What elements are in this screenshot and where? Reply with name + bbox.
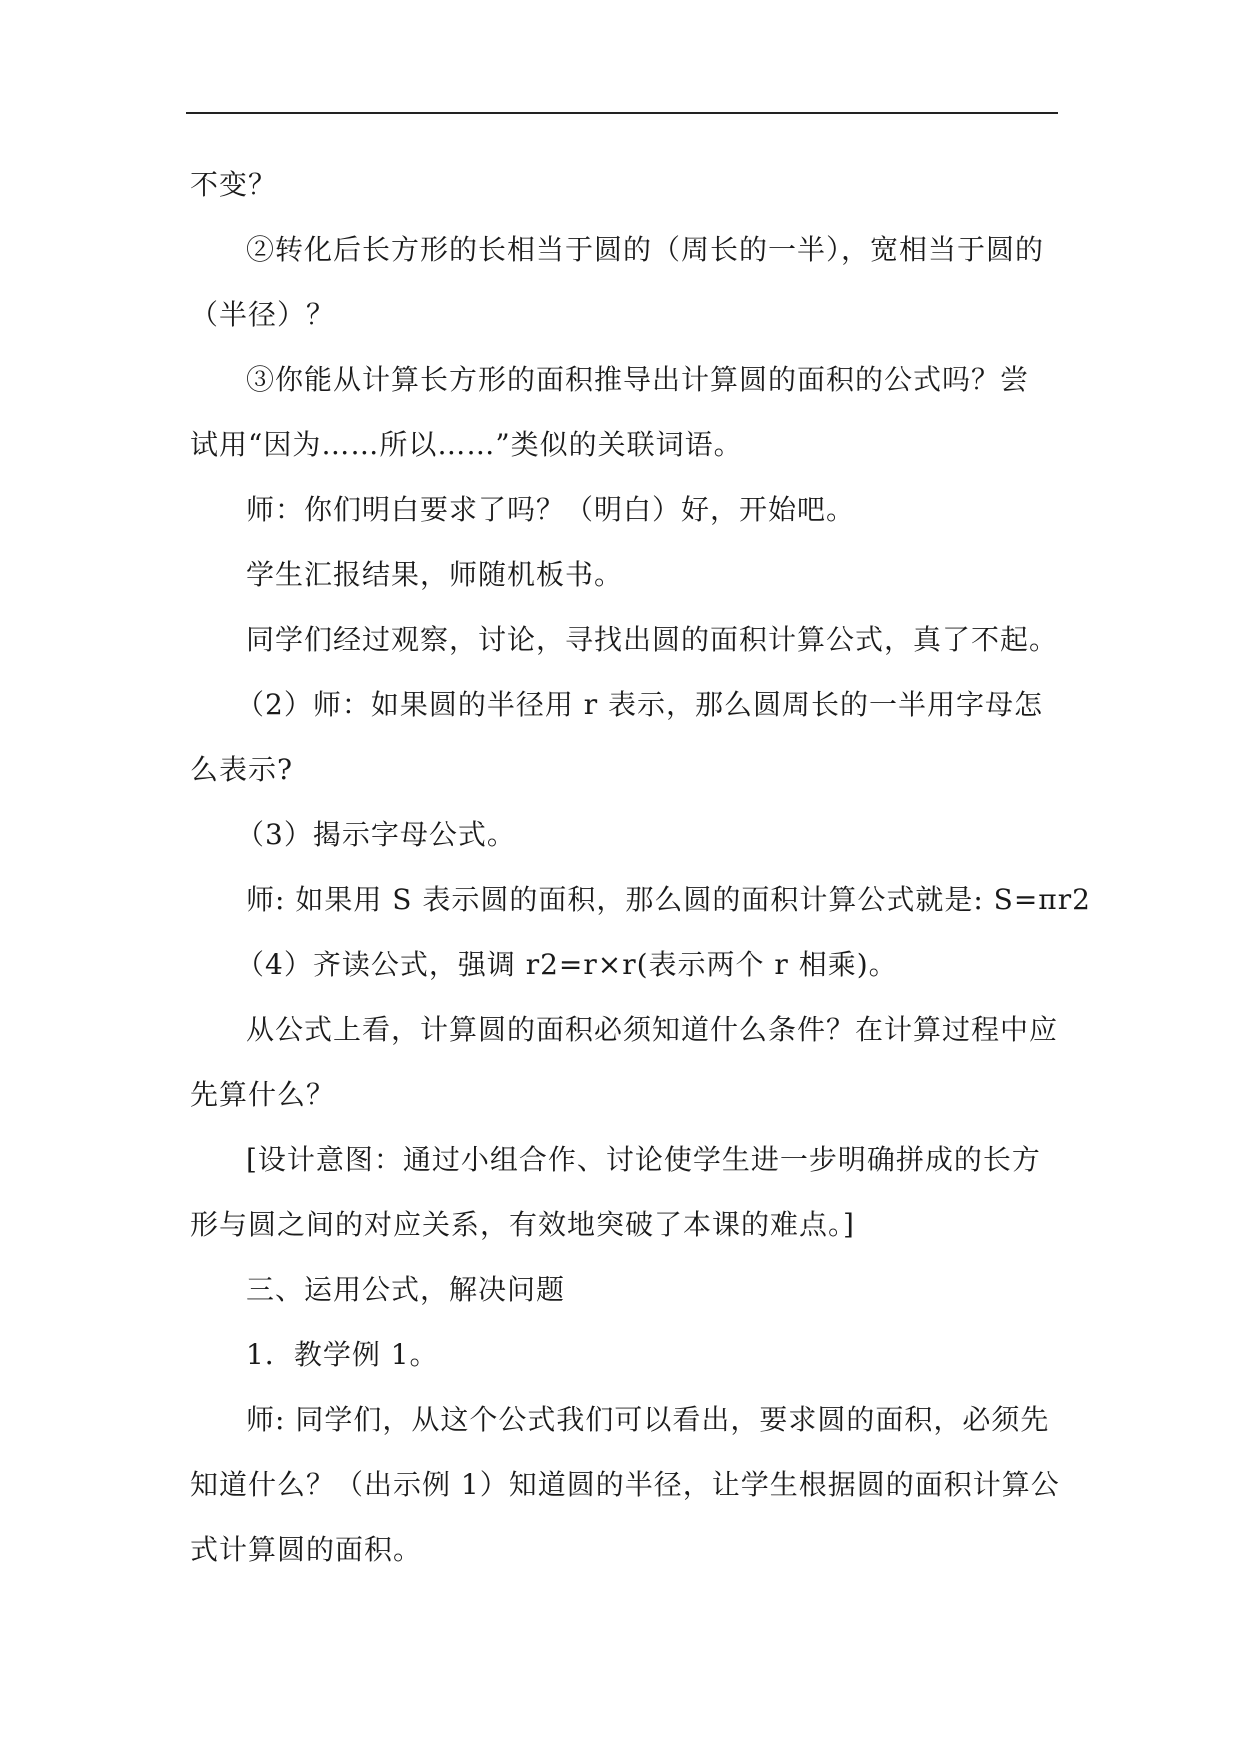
paragraph-line: （4）齐读公式，强调 r2=r×r(表示两个 r 相乘)。 [236,948,898,981]
paragraph-line: （2）师：如果圆的半径用 r 表示，那么圆周长的一半用字母怎 [236,688,1044,721]
paragraph-line: 师: 同学们，从这个公式我们可以看出，要求圆的面积，必须先 [246,1403,1050,1436]
paragraph-line: 式计算圆的面积。 [190,1533,423,1566]
paragraph-line: 同学们经过观察，讨论，寻找出圆的面积计算公式，真了不起。 [246,623,1059,656]
paragraph-line: ③你能从计算长方形的面积推导出计算圆的面积的公式吗？尝 [246,363,1030,396]
paragraph-line: 学生汇报结果，师随机板书。 [246,558,624,591]
paragraph-line: 么表示? [190,753,294,786]
header-rule [186,112,1058,114]
formula-line: 师: 如果用 S 表示圆的面积，那么圆的面积计算公式就是: S=πr2 [246,883,1091,916]
paragraph-line: （3）揭示字母公式。 [236,818,516,851]
document-body [190,152,1091,1582]
design-intent-line: 形与圆之间的对应关系，有效地突破了本课的难点。] [190,1208,855,1241]
paragraph-line: ②转化后长方形的长相当于圆的（周长的一半），宽相当于圆的 [246,233,1045,266]
paragraph-line: （半径）？ [190,298,336,331]
paragraph-line: 不变？ [190,168,278,201]
section-heading: 三、运用公式，解决问题 [246,1273,566,1306]
paragraph-line: 从公式上看，计算圆的面积必须知道什么条件？在计算过程中应 [246,1013,1059,1046]
paragraph-line: 先算什么？ [190,1078,336,1111]
design-intent-line: [设计意图：通过小组合作、讨论使学生进一步明确拼成的长方 [246,1143,1041,1176]
paragraph-line: 知道什么？（出示例 1）知道圆的半径，让学生根据圆的面积计算公 [190,1468,1060,1501]
subsection-heading: 1．教学例 1。 [246,1338,439,1371]
paragraph-line: 试用“因为……所以……”类似的关联词语。 [190,428,743,461]
paragraph-line: 师：你们明白要求了吗？（明白）好，开始吧。 [246,493,856,526]
